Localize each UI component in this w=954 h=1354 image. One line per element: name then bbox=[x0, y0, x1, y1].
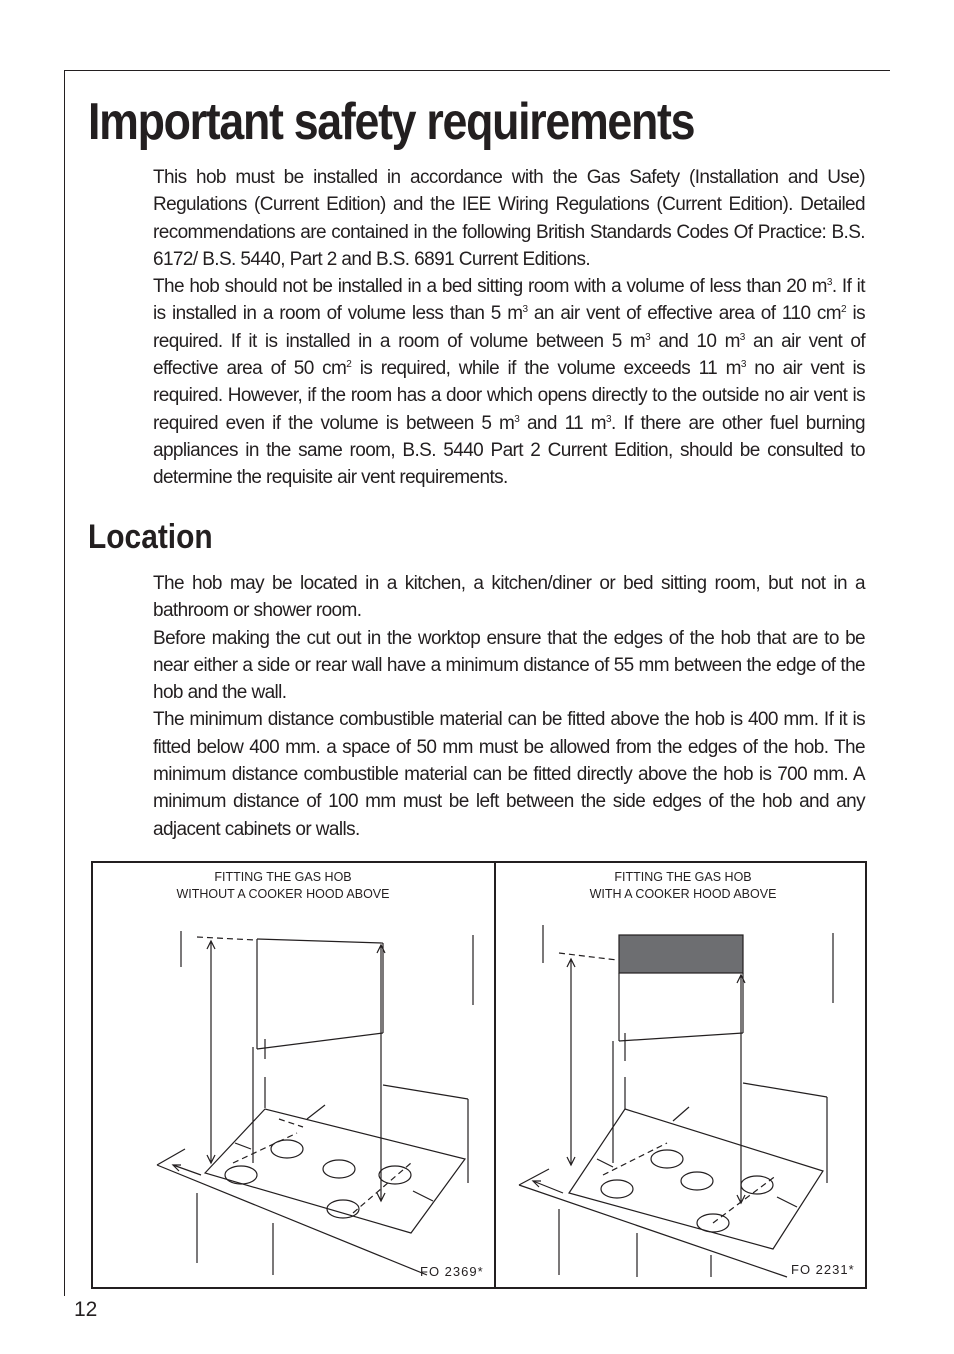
text-run: an air vent of effective area of 50 cm bbox=[153, 330, 866, 380]
page-frame-left-rule bbox=[64, 70, 65, 1296]
intro-section bbox=[153, 164, 865, 492]
caption-line: FITTING THE GAS HOB bbox=[214, 870, 352, 884]
text-run: . If it is installed in a room of volume less than 5 m bbox=[153, 276, 865, 325]
text-run: The hob should not be installed in a bed sitting room with a volume of less than 20 m bbox=[153, 276, 827, 298]
caption-line: FITTING THE GAS HOB bbox=[614, 870, 752, 884]
text-run: and 11 m bbox=[519, 412, 607, 434]
text-run: . If there are other fuel burning appliances in the same room, B.S. 5440 Part 2 Current Edition, should be consulted to determine the requisite air vent requirements. bbox=[153, 412, 865, 489]
text-run: and 10 m bbox=[650, 330, 740, 352]
intro-paragraph-room-volume bbox=[153, 273, 865, 491]
text-run: no air vent is required. However, if the room has a door which opens directly to the outside no air vent is required even if the volume is between 5 m bbox=[153, 358, 865, 434]
right-figure-code: FO 2231* bbox=[791, 1262, 855, 1277]
intro-paragraph-regulations: This hob must be installed in accordance with the Gas Safety (Installation and Use) Regulations (Current Edition) and the IEE Wiring Regulations (Current Edition). Detailed recommendations are contained in the following British Standards Codes Of Practice: B.S. 6172/ B.S. 5440, Part 2 and B.S. 6891 Current Editions. bbox=[153, 167, 865, 270]
superscript: 3 bbox=[606, 413, 611, 425]
location-paragraph-walls: Before making the cut out in the worktop ensure that the edges of the hob that are to be near either a side or rear wall have a minimum distance of 55 mm between the edge of the hob and the wall. bbox=[153, 627, 865, 704]
superscript: 3 bbox=[739, 331, 745, 343]
superscript: 2 bbox=[346, 359, 352, 371]
left-diagram-caption bbox=[138, 869, 428, 903]
text-run: an air vent of effective area of 110 cm bbox=[527, 303, 842, 325]
location-paragraph-combustible: The minimum distance combustible material can be fitted above the hob is 400 mm. If it is fitted below 400 mm. a space of 50 mm must be allowed from the edges of the hob. The minimum distance combustible material can be fitted directly above the hob is 700 mm. A minimum distance of 100 mm must be left between the side edges of the hob and any adjacent cabinets or walls. bbox=[153, 709, 865, 840]
section-heading-location: Location bbox=[88, 518, 213, 556]
cooker-hood bbox=[619, 935, 743, 973]
diagram-divider bbox=[494, 863, 496, 1287]
superscript: 3 bbox=[826, 277, 832, 289]
right-diagram-caption bbox=[538, 869, 828, 903]
superscript: 3 bbox=[522, 304, 528, 316]
page-number: 12 bbox=[74, 1298, 98, 1321]
superscript: 3 bbox=[645, 331, 651, 343]
caption-line: WITH A COOKER HOOD ABOVE bbox=[589, 887, 777, 901]
left-diagram-drawing bbox=[157, 931, 473, 1275]
page-frame-top-rule bbox=[64, 70, 890, 71]
location-section bbox=[153, 570, 865, 843]
page-title: Important safety requirements bbox=[88, 93, 695, 151]
hob-installation-illustration bbox=[93, 863, 865, 1287]
installation-diagrams bbox=[91, 861, 867, 1289]
right-diagram-drawing bbox=[519, 925, 833, 1277]
location-paragraph-rooms: The hob may be located in a kitchen, a kitchen/diner or bed sitting room, but not in a bathroom or shower room. bbox=[153, 573, 865, 622]
text-run: is required, while if the volume exceeds 11 m bbox=[351, 358, 741, 380]
caption-line: WITHOUT A COOKER HOOD ABOVE bbox=[176, 887, 390, 901]
text-run: is required. If it is installed in a room of volume between 5 m bbox=[153, 303, 865, 352]
superscript: 3 bbox=[514, 413, 520, 425]
superscript: 3 bbox=[740, 359, 746, 371]
superscript: 2 bbox=[841, 304, 846, 316]
left-figure-code: FO 2369* bbox=[420, 1264, 484, 1279]
